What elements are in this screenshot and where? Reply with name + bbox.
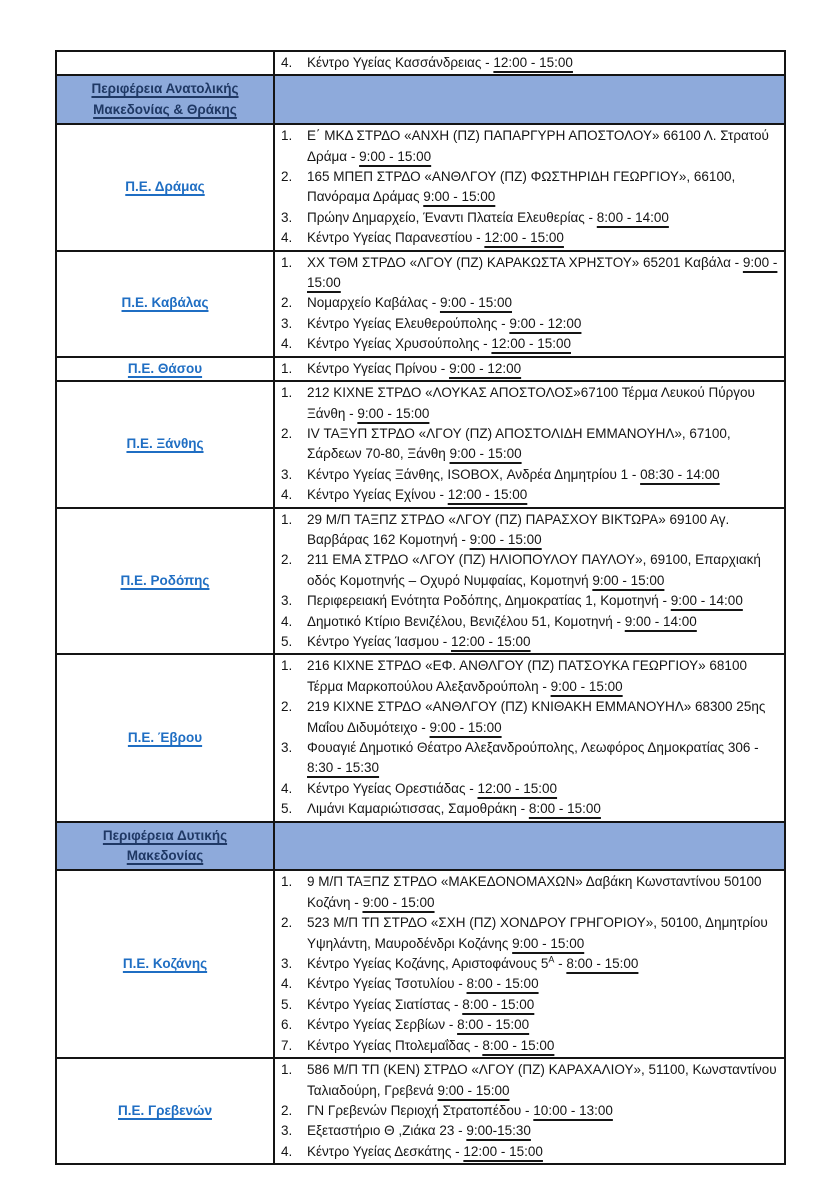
- item-hours: 9:00 - 15:00: [439, 295, 513, 311]
- item-text-segment: Κέντρο Υγείας Πτολεμαΐδας -: [307, 1037, 483, 1053]
- unit-row: [56, 654, 785, 821]
- entries-cell: [274, 51, 785, 75]
- item-hours: 8:00 - 15:00: [482, 1037, 555, 1053]
- item-text-segment: Κέντρο Υγείας Σερβίων -: [307, 1017, 458, 1033]
- unit-row: [56, 870, 785, 1058]
- item-text-segment: Δημοτικό Κτίριο Βενιζέλου, Βενιζέλου 51, Κομοτηνή -: [307, 613, 625, 629]
- entries-cell: [274, 1058, 785, 1164]
- item-hours: 9:00 - 15:00: [512, 935, 585, 951]
- item-text: [307, 334, 778, 354]
- item-text-segment: Κέντρο Υγείας Ελευθερούπολης -: [307, 315, 510, 331]
- schedule-item: [281, 53, 778, 73]
- item-hours: 8:00 - 15:00: [462, 996, 535, 1012]
- entries-cell: [274, 508, 785, 655]
- item-number: 3.: [281, 740, 293, 755]
- item-text: [307, 1101, 778, 1121]
- schedule-item: [281, 632, 778, 652]
- schedule-item: [281, 612, 778, 632]
- item-number: 3.: [281, 956, 293, 972]
- item-text: [307, 550, 778, 591]
- item-number: 2.: [281, 425, 293, 441]
- item-text: [307, 314, 778, 334]
- schedule-item: [281, 424, 778, 465]
- item-text-segment: 165 ΜΠΕΠ ΣΤΡΔΟ «ΑΝΘΛΓΟΥ (ΠΖ) ΦΩΣΤΗΡΙΔΗ ΓΕΩΡΓΙΟΥ», 66100, Πανόραμα Δράμας: [307, 169, 736, 205]
- item-number: 4.: [281, 487, 293, 503]
- item-number: 1.: [281, 874, 293, 890]
- item-hours: 12:00 - 15:00: [484, 230, 564, 246]
- item-text: [307, 465, 778, 485]
- item-hours: 9:00 - 15:00: [423, 189, 496, 205]
- item-text-segment: 523 Μ/Π ΤΠ ΣΤΡΔΟ «ΣΧΗ (ΠΖ) ΧΟΝΔΡΟΥ ΓΡΗΓΟΡΙΟΥ», 50100, Δημητρίου Υψηλάντη, Μαυροδένδρι Κοζάνης: [307, 915, 768, 951]
- schedule-item: [281, 208, 778, 228]
- superscript: Α: [548, 954, 555, 965]
- item-number: 3.: [281, 1123, 293, 1139]
- schedule-item: [281, 799, 778, 819]
- item-number: 1.: [281, 511, 293, 527]
- item-text-segment: Κέντρο Υγείας Τσοτυλίου -: [307, 976, 467, 992]
- item-text-segment: Περιφερειακή Ενότητα Ροδόπης, Δημοκρατίας 1, Κομοτηνή -: [307, 593, 671, 609]
- item-number: 4.: [281, 230, 293, 246]
- item-text-segment: 219 ΚΙΧΝΕ ΣΤΡΔΟ «ΑΝΘΛΓΟΥ (ΠΖ) ΚΝΙΘΑΚΗ ΕΜΜΑΝΟΥΗΛ» 68300 25ης Μαΐου Διδυμότειχο -: [307, 699, 766, 735]
- item-text: [307, 53, 778, 73]
- schedule-item: [281, 913, 778, 954]
- region-header-row: [56, 75, 785, 124]
- item-hours: 08:30 - 14:00: [640, 466, 720, 482]
- item-text-segment: Κέντρο Υγείας Ξάνθης, ISOBOX, Ανδρέα Δημητρίου 1 -: [307, 466, 641, 482]
- schedule-item: [281, 1142, 778, 1162]
- item-text: [307, 126, 778, 167]
- item-text: [307, 359, 778, 379]
- schedule-item: [281, 591, 778, 611]
- schedule-item: [281, 465, 778, 485]
- item-text: [307, 1121, 778, 1141]
- item-text-segment: Πρώην Δημαρχείο, Έναντι Πλατεία Ελευθερίας -: [307, 209, 597, 225]
- item-number: 4.: [281, 780, 293, 796]
- item-text-segment: 29 Μ/Π ΤΑΞΠΖ ΣΤΡΔΟ «ΛΓΟΥ (ΠΖ) ΠΑΡΑΣΧΟΥ ΒΙΚΤΩΡΑ» 69100 Αγ. Βαρβάρας 162 Κομοτηνή -: [307, 511, 730, 547]
- schedule-item: [281, 1060, 778, 1101]
- item-text: [307, 485, 778, 505]
- entries-cell: [274, 870, 785, 1058]
- item-hours: 9:00 - 12:00: [449, 360, 522, 376]
- unit-row: [56, 1058, 785, 1164]
- schedule-item: [281, 1101, 778, 1121]
- item-text-segment: Νομαρχείο Καβάλας -: [307, 295, 440, 311]
- region-header-row: [56, 822, 785, 871]
- item-text: [307, 872, 778, 913]
- item-number: 1.: [281, 1062, 293, 1078]
- item-number: 2.: [281, 699, 293, 715]
- item-number: 3.: [281, 209, 293, 225]
- item-text: [307, 612, 778, 632]
- item-text: [307, 913, 778, 954]
- item-text: [307, 974, 778, 994]
- schedule-item: [281, 334, 778, 354]
- item-number: 4.: [281, 613, 293, 629]
- region-header-label: Περιφέρεια Ανατολικής Μακεδονίας & Θράκης: [91, 81, 239, 117]
- item-hours: 9:00 - 15:00: [429, 719, 502, 735]
- unit-label-cell: [56, 357, 274, 381]
- unit-link[interactable]: Π.Ε. Έβρου: [127, 729, 203, 745]
- item-hours: 9:00 - 15:00: [449, 446, 522, 462]
- schedule-item: [281, 167, 778, 208]
- schedule-item: [281, 550, 778, 591]
- unit-label-cell: [56, 508, 274, 655]
- item-hours: 9:00 - 14:00: [624, 613, 697, 629]
- item-text-segment: Κέντρο Υγείας Πρίνου -: [307, 360, 450, 376]
- item-number: 3.: [281, 593, 293, 609]
- item-number: 1.: [281, 254, 293, 270]
- item-number: 2.: [281, 169, 293, 185]
- schedule-item: [281, 974, 778, 994]
- empty-label-cell: [56, 51, 274, 75]
- entries-cell: [274, 251, 785, 357]
- unit-label-cell: [56, 1058, 274, 1164]
- schedule-item: [281, 485, 778, 505]
- item-text-segment: Κέντρο Υγείας Παρανεστίου -: [307, 230, 485, 246]
- unit-link[interactable]: Π.Ε. Γρεβενών: [118, 1102, 212, 1118]
- item-text: [307, 591, 778, 611]
- item-text: [307, 697, 778, 738]
- continuation-row: [56, 51, 785, 75]
- item-number: 3.: [281, 466, 293, 482]
- item-hours: 8:00 - 15:00: [466, 976, 539, 992]
- item-hours: 10:00 - 13:00: [533, 1102, 613, 1118]
- item-text: [307, 167, 778, 208]
- item-hours: 12:00 - 15:00: [447, 487, 528, 503]
- item-text-segment: -: [554, 956, 567, 972]
- item-number: 2.: [281, 1102, 293, 1118]
- item-text-segment: ΓΝ Γρεβενών Περιοχή Στρατοπέδου -: [307, 1102, 534, 1118]
- item-hours: 9:00 - 15:00: [437, 1082, 510, 1098]
- unit-row: [56, 251, 785, 357]
- item-text: [307, 779, 778, 799]
- item-text-segment: Κέντρο Υγείας Εχίνου -: [307, 487, 448, 503]
- unit-link[interactable]: Π.Ε. Κοζάνης: [122, 956, 208, 972]
- item-text: [307, 738, 778, 779]
- item-text-segment: 9 Μ/Π ΤΑΞΠΖ ΣΤΡΔΟ «ΜΑΚΕΔΟΝΟΜΑΧΩΝ» Δαβάκη Κωνσταντίνου 50100 Κοζάνη -: [307, 874, 762, 910]
- item-text-segment: Ε΄ ΜΚΔ ΣΤΡΔΟ «ΑΝΧΗ (ΠΖ) ΠΑΠΑΡΓΥΡΗ ΑΠΟΣΤΟΛΟΥ» 66100 Λ. Στρατού Δράμα -: [307, 128, 769, 164]
- item-hours: 9:00 - 15:00: [550, 678, 623, 694]
- item-text: [307, 383, 778, 424]
- item-text: [307, 424, 778, 465]
- entries-cell: [274, 124, 785, 250]
- item-text-segment: 212 ΚΙΧΝΕ ΣΤΡΔΟ «ΛΟΥΚΑΣ ΑΠΟΣΤΟΛΟΣ»67100 Τέρμα Λευκού Πύργου Ξάνθη -: [307, 385, 755, 421]
- unit-link[interactable]: Π.Ε. Ροδόπης: [120, 572, 210, 588]
- item-text-segment: ΧΧ ΤΘΜ ΣΤΡΔΟ «ΛΓΟΥ (ΠΖ) ΚΑΡΑΚΩΣΤΑ ΧΡΗΣΤΟΥ» 65201 Καβάλα -: [307, 254, 743, 270]
- schedule-item: [281, 779, 778, 799]
- unit-row: [56, 508, 785, 655]
- item-text: [307, 656, 778, 697]
- item-hours: 9:00 - 12:00: [509, 315, 582, 331]
- item-text-segment: IV ΤΑΞΥΠ ΣΤΡΔΟ «ΛΓΟΥ (ΠΖ) ΑΠΟΣΤΟΛΙΔΗ ΕΜΜΑΝΟΥΗΛ», 67100, Σάρδεων 70-80, Ξάνθη: [307, 425, 731, 462]
- item-number: 1.: [281, 658, 293, 674]
- schedule-item: [281, 738, 778, 779]
- item-hours: 9:00 - 14:00: [670, 593, 743, 609]
- region-header-label-cell: [56, 822, 274, 871]
- item-hours: 12:00 - 15:00: [493, 55, 573, 70]
- item-number: 4.: [281, 336, 293, 352]
- item-text: [307, 228, 778, 248]
- unit-link[interactable]: Π.Ε. Ξάνθης: [126, 436, 204, 452]
- unit-label-cell: [56, 381, 274, 507]
- item-number: 5.: [281, 996, 293, 1012]
- region-header-empty-cell: [274, 75, 785, 124]
- item-number: 4.: [281, 976, 293, 992]
- item-text: [307, 253, 778, 294]
- schedule-item: [281, 954, 778, 974]
- item-text: [307, 954, 778, 974]
- item-hours: 9:00 - 15:00: [469, 531, 542, 547]
- item-text-segment: 211 ΕΜΑ ΣΤΡΔΟ «ΛΓΟΥ (ΠΖ) ΗΛΙΟΠΟΥΛΟΥ ΠΑΥΛΟΥ», 69100, Επαρχιακή οδός Κομοτηνής – Οχυρό Νυμφαίας, Κομοτηνή: [307, 552, 761, 588]
- item-number: 1.: [281, 385, 293, 401]
- schedule-item: [281, 697, 778, 738]
- item-number: 2.: [281, 295, 293, 311]
- item-hours: 9:00 - 15:00: [362, 894, 435, 910]
- schedule-table-body: [56, 51, 785, 1164]
- item-hours: 9:00 - 15:00: [359, 148, 432, 164]
- item-hours: 9:00 - 15:00: [592, 572, 665, 588]
- entries-cell: [274, 654, 785, 821]
- schedule-item: [281, 126, 778, 167]
- item-number: 4.: [281, 1143, 293, 1159]
- item-number: 1.: [281, 128, 293, 144]
- item-hours: 8:00 - 15:00: [528, 801, 601, 817]
- item-text: [307, 799, 778, 819]
- schedule-item: [281, 383, 778, 424]
- item-text-segment: Εξεταστήριο Θ ,Ζιάκα 23 -: [307, 1123, 467, 1139]
- item-hours: 9:00-15:30: [466, 1123, 531, 1139]
- item-text: [307, 995, 778, 1015]
- unit-row: [56, 357, 785, 381]
- item-text: [307, 1060, 778, 1101]
- item-number: 5.: [281, 801, 293, 817]
- schedule-item: [281, 359, 778, 379]
- item-number: 4.: [281, 55, 293, 70]
- item-number: 1.: [281, 360, 293, 376]
- unit-link[interactable]: Π.Ε. Θάσου: [127, 360, 203, 376]
- item-text-segment: 586 Μ/Π ΤΠ (ΚΕΝ) ΣΤΡΔΟ «ΛΓΟΥ (ΠΖ) ΚΑΡΑΧΑΛΙΟΥ», 51100, Κωνσταντίνου Ταλιαδούρη, Γρεβενά: [307, 1062, 777, 1098]
- item-number: 5.: [281, 633, 293, 649]
- schedule-item: [281, 1015, 778, 1035]
- region-header-label: Περιφέρεια Δυτικής Μακεδονίας: [102, 827, 228, 864]
- schedule-item: [281, 1121, 778, 1141]
- item-text-segment: Κέντρο Υγείας Κασσάνδρειας -: [307, 55, 494, 70]
- item-hours: 12:00 - 15:00: [477, 780, 558, 796]
- unit-label-cell: [56, 870, 274, 1058]
- item-hours: 9:00 - 15:00: [357, 405, 430, 421]
- region-header-empty-cell: [274, 822, 785, 871]
- item-text: [307, 510, 778, 551]
- unit-row: [56, 381, 785, 507]
- item-number: 2.: [281, 552, 293, 568]
- item-text: [307, 293, 778, 313]
- schedule-item: [281, 656, 778, 697]
- item-text-segment: Κέντρο Υγείας Ορεστιάδας -: [307, 780, 478, 796]
- item-hours: 8:30 - 15:30: [307, 760, 380, 776]
- item-hours: 9:00 - 15:00: [307, 254, 778, 291]
- unit-label-cell: [56, 251, 274, 357]
- item-text-segment: Κέντρο Υγείας Κοζάνης, Αριστοφάνους 5: [307, 956, 549, 972]
- item-number: 6.: [281, 1017, 293, 1033]
- schedule-item: [281, 1036, 778, 1056]
- unit-link[interactable]: Π.Ε. Δράμας: [125, 179, 205, 195]
- item-hours: 8:00 - 14:00: [596, 209, 669, 225]
- schedule-item: [281, 995, 778, 1015]
- item-number: 7.: [281, 1037, 293, 1053]
- item-text-segment: Κέντρο Υγείας Σιατίστας -: [307, 996, 463, 1012]
- item-text-segment: Φουαγιέ Δημοτικό Θέατρο Αλεξανδρούπολης, Λεωφόρος Δημοκρατίας 306 -: [307, 740, 759, 755]
- item-number: 2.: [281, 915, 293, 931]
- item-text-segment: Κέντρο Υγείας Χρυσούπολης -: [307, 336, 492, 352]
- unit-label-cell: [56, 124, 274, 250]
- item-text: [307, 208, 778, 228]
- schedule-item: [281, 872, 778, 913]
- schedule-item: [281, 510, 778, 551]
- item-text-segment: Κέντρο Υγείας Δεσκάτης -: [307, 1143, 464, 1159]
- unit-label-cell: [56, 654, 274, 821]
- item-hours: 12:00 - 15:00: [450, 633, 531, 649]
- item-text: [307, 1036, 778, 1056]
- entries-cell: [274, 381, 785, 507]
- item-hours: 8:00 - 15:00: [566, 956, 639, 972]
- item-text: [307, 1142, 778, 1162]
- item-text: [307, 632, 778, 652]
- unit-row: [56, 124, 785, 250]
- region-header-label-cell: [56, 75, 274, 124]
- item-text-segment: 216 ΚΙΧΝΕ ΣΤΡΔΟ «ΕΦ. ΑΝΘΛΓΟΥ (ΠΖ) ΠΑΤΣΟΥΚΑ ΓΕΩΡΓΙΟΥ» 68100 Τέρμα Μαρκοπούλου Αλεξανδρούπολη -: [307, 658, 747, 694]
- item-number: 3.: [281, 315, 293, 331]
- schedule-item: [281, 228, 778, 248]
- schedule-item: [281, 314, 778, 334]
- item-text-segment: Λιμάνι Καμαριώτισσας, Σαμοθράκη -: [307, 801, 529, 817]
- item-hours: 12:00 - 15:00: [463, 1143, 543, 1159]
- item-text: [307, 1015, 778, 1035]
- entries-cell: [274, 357, 785, 381]
- item-hours: 12:00 - 15:00: [491, 336, 571, 352]
- schedule-item: [281, 293, 778, 313]
- unit-link[interactable]: Π.Ε. Καβάλας: [121, 295, 209, 311]
- item-hours: 8:00 - 15:00: [457, 1017, 530, 1033]
- schedule-item: [281, 253, 778, 294]
- schedule-table: [55, 50, 786, 1165]
- item-text-segment: Κέντρο Υγείας Ίασμου -: [307, 633, 451, 649]
